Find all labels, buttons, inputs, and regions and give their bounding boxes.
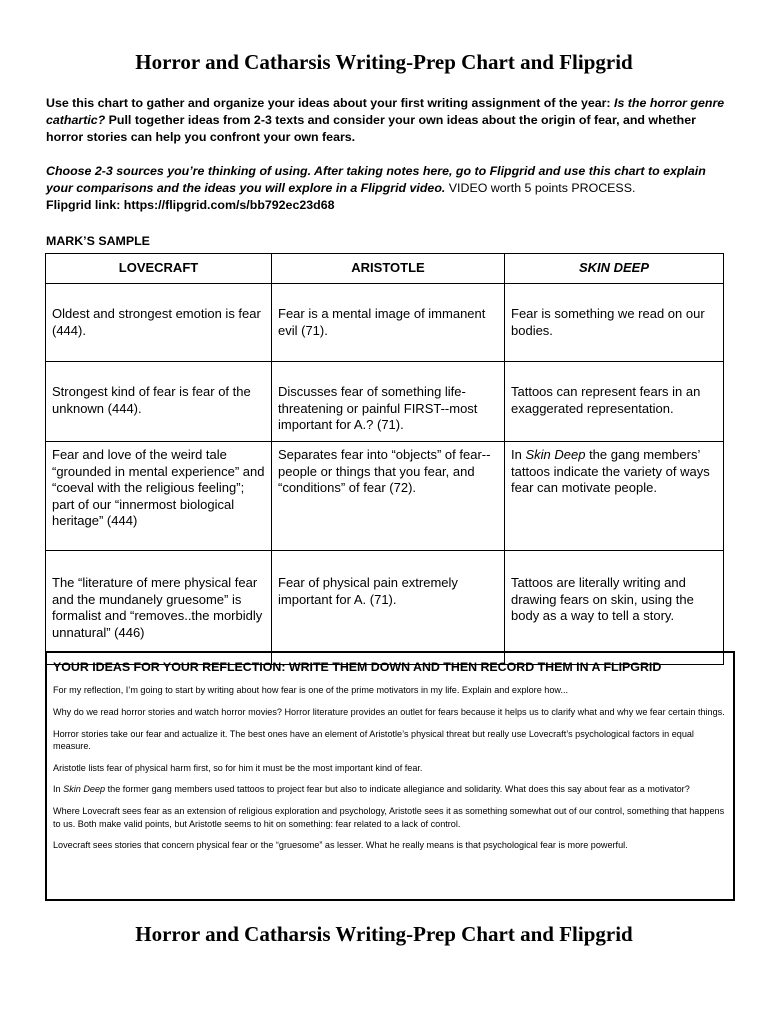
- intro-question: Is the horror genre cathartic?: [46, 96, 725, 127]
- reflection-header: YOUR IDEAS FOR YOUR REFLECTION: WRITE THEM DOWN AND THEN RECORD THEM IN A FLIPGRID: [53, 660, 662, 674]
- table-row: [46, 362, 724, 442]
- video-points: VIDEO worth 5 points PROCESS.: [445, 181, 636, 195]
- reflection-title-skin-deep: Skin Deep: [63, 784, 106, 795]
- table-header-row: [46, 254, 724, 284]
- page-title: Horror and Catharsis Writing-Prep Chart and Flipgrid: [135, 50, 633, 74]
- reflection-paragraph: [53, 783, 727, 795]
- table-row: [46, 284, 724, 362]
- intro-text: Pull together ideas from 2-3 texts and consider your own ideas about the origin of fear, and whether horror stories can help you confront your own fears.: [46, 113, 696, 144]
- reflection-text: In: [53, 784, 64, 795]
- cell-text: In: [511, 447, 526, 462]
- column-header-lovecraft: LOVECRAFT: [46, 254, 272, 284]
- table-cell: Oldest and strongest emotion is fear (444).: [46, 284, 272, 362]
- notes-chart: [45, 253, 724, 665]
- reflection-paragraph: For my reflection, I’m going to start by writing about how fear is one of the prime motivators in my life. Explain and explore how...: [53, 685, 569, 695]
- reflection-paragraph: Aristotle lists fear of physical harm first, so for him it must be the most important kind of fear.: [53, 762, 423, 773]
- intro-paragraph-1: [46, 95, 736, 146]
- table-cell: Fear is something we read on our bodies.: [505, 284, 724, 362]
- table-cell: Tattoos can represent fears in an exaggerated representation.: [505, 362, 724, 442]
- cell-text: the gang members’ tattoos indicate the variety of ways fear can motivate people.: [511, 447, 710, 495]
- table-cell: Discusses fear of something life-threatening or painful FIRST--most important for A.? (71).: [272, 362, 505, 442]
- intro-text: Use this chart to gather and organize your ideas about your first writing assignment of the year:: [46, 96, 615, 110]
- cell-title-skin-deep: Skin Deep: [525, 447, 586, 462]
- reflection-paragraph: Lovecraft sees stories that concern physical fear or the “gruesome” as lesser. What he really means is that psychological fear is more powerful.: [53, 840, 628, 851]
- table-row: [46, 442, 724, 551]
- page-footer-title: Horror and Catharsis Writing-Prep Chart and Flipgrid: [135, 922, 633, 946]
- table-cell: Fear of physical pain extremely important for A. (71).: [272, 551, 505, 665]
- table-cell: Fear is a mental image of immanent evil (71).: [272, 284, 505, 362]
- reflection-text: the former gang members used tattoos to project fear but also to indicate allegiance and solidarity. What does this say about fear as a motivator?: [105, 784, 690, 795]
- intro-paragraph-2: [46, 163, 736, 214]
- table-cell: Fear and love of the weird tale “grounded in mental experience” and “coeval with the religious feeling”; part of our “innermost biological heritage” (444): [46, 442, 272, 551]
- table-cell: The “literature of mere physical fear and the mundanely gruesome” is formalist and “removes..the morbidly unnatural” (446): [46, 551, 272, 665]
- reflection-paragraph: Horror stories take our fear and actualize it. The best ones have an element of Aristotle’s physical threat but really use Lovecraft’s psychological factors in equal measure.: [53, 728, 694, 751]
- reflection-paragraph: Where Lovecraft sees fear as an extension of religious exploration and psychology, Aristotle sees it as something somewhat out of our control, something that happens to us. Both make valid points, but Aristotle seems to hit on something: fear related to a lack of control.: [53, 806, 725, 829]
- table-cell: Tattoos are literally writing and drawing fears on skin, using the body as a way to tell a story.: [505, 551, 724, 665]
- column-header-skin-deep: SKIN DEEP: [505, 254, 724, 284]
- table-row: [46, 551, 724, 665]
- column-header-aristotle: ARISTOTLE: [272, 254, 505, 284]
- flipgrid-link[interactable]: Flipgrid link: https://flipgrid.com/s/bb792ec23d68: [46, 198, 335, 212]
- table-cell: [505, 442, 724, 551]
- reflection-box: [45, 651, 735, 901]
- instructions-text: Choose 2-3 sources you’re thinking of using. After taking notes here, go to Flipgrid and use this chart to explain your comparisons and the ideas you will explore in a Flipgrid video.: [46, 164, 706, 195]
- table-cell: Separates fear into “objects” of fear--people or things that you fear, and “conditions” of fear (72).: [272, 442, 505, 551]
- reflection-paragraph: Why do we read horror stories and watch horror movies? Horror literature provides an outlet for fears because it helps us to clarify what and why we fear certain things.: [53, 706, 725, 717]
- sample-label: MARK’S SAMPLE: [46, 234, 150, 248]
- table-cell: Strongest kind of fear is fear of the unknown (444).: [46, 362, 272, 442]
